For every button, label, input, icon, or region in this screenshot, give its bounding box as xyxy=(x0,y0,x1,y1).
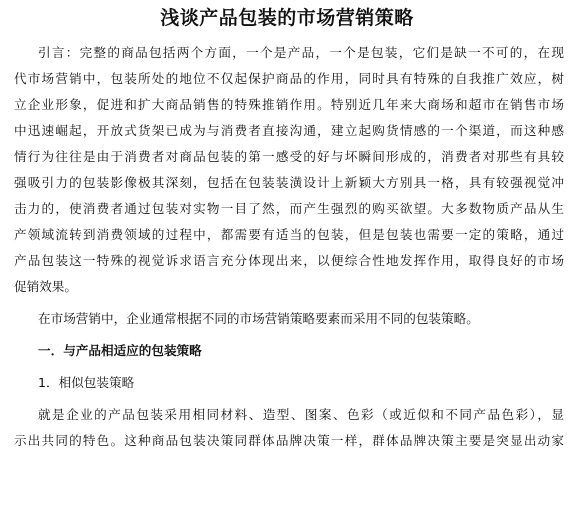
paragraph-line: 引言：完整的商品包括两个方面，一个是产品，一个是包装，它们是缺一不可的，在现 xyxy=(38,45,564,60)
paragraph-line: 在市场营销中，企业通常根据不同的市场营销策略要素而采用不同的包装策略。 xyxy=(38,311,479,326)
paragraph-line: 情行为往往是由于消费者对商品包装的第一感受的好与坏瞬间形成的，消费者对那些有具较 xyxy=(14,149,564,164)
paragraph-line: 产品包装这一特殊的视觉诉求语言充分体现出来，以便综合性地发挥作用，取得良好的市场 xyxy=(14,253,564,268)
paragraph-line: 强吸引力的包装影像极其深刻，包括在包装装潢设计上新颖大方别具一格，具有较强视觉冲 xyxy=(14,175,564,190)
section-heading: 一．与产品相适应的包装策略 xyxy=(38,343,202,358)
paragraph-line: 中迅速崛起，开放式货架已成为与消费者直接沟通，建立起购货情感的一个渠道，而这种感 xyxy=(14,123,564,138)
paragraph-line: 产领域流转到消费领域的过程中，都需要有适当的包装，但是包装也需要一定的策略，通过 xyxy=(14,227,564,242)
paragraph-line: 击力的，使消费者通过包装对实物一目了然，而产生强烈的购买欲望。大多数物质产品从生 xyxy=(14,201,564,216)
paragraph-line: 就是企业的产品包装采用相同材料、造型、图案、色彩（或近似和不同产品色彩），显 xyxy=(38,407,564,422)
subsection-heading: 1．相似包装策略 xyxy=(38,375,135,390)
paragraph-line: 立企业形象，促进和扩大商品销售的特殊推销作用。特别近几年来大商场和超市在销售市场 xyxy=(14,97,564,112)
document-title: 浅谈产品包装的市场营销策略 xyxy=(160,7,414,29)
paragraph-line: 促销效果。 xyxy=(14,279,77,294)
paragraph-line: 示出共同的特色。这种商品包装决策同群体品牌决策一样，群体品牌决策主要是突显出动家 xyxy=(14,433,564,448)
paragraph-line: 代市场营销中，包装所处的地位不仅起保护商品的作用，同时具有特殊的自我推广效应，树 xyxy=(14,71,564,86)
